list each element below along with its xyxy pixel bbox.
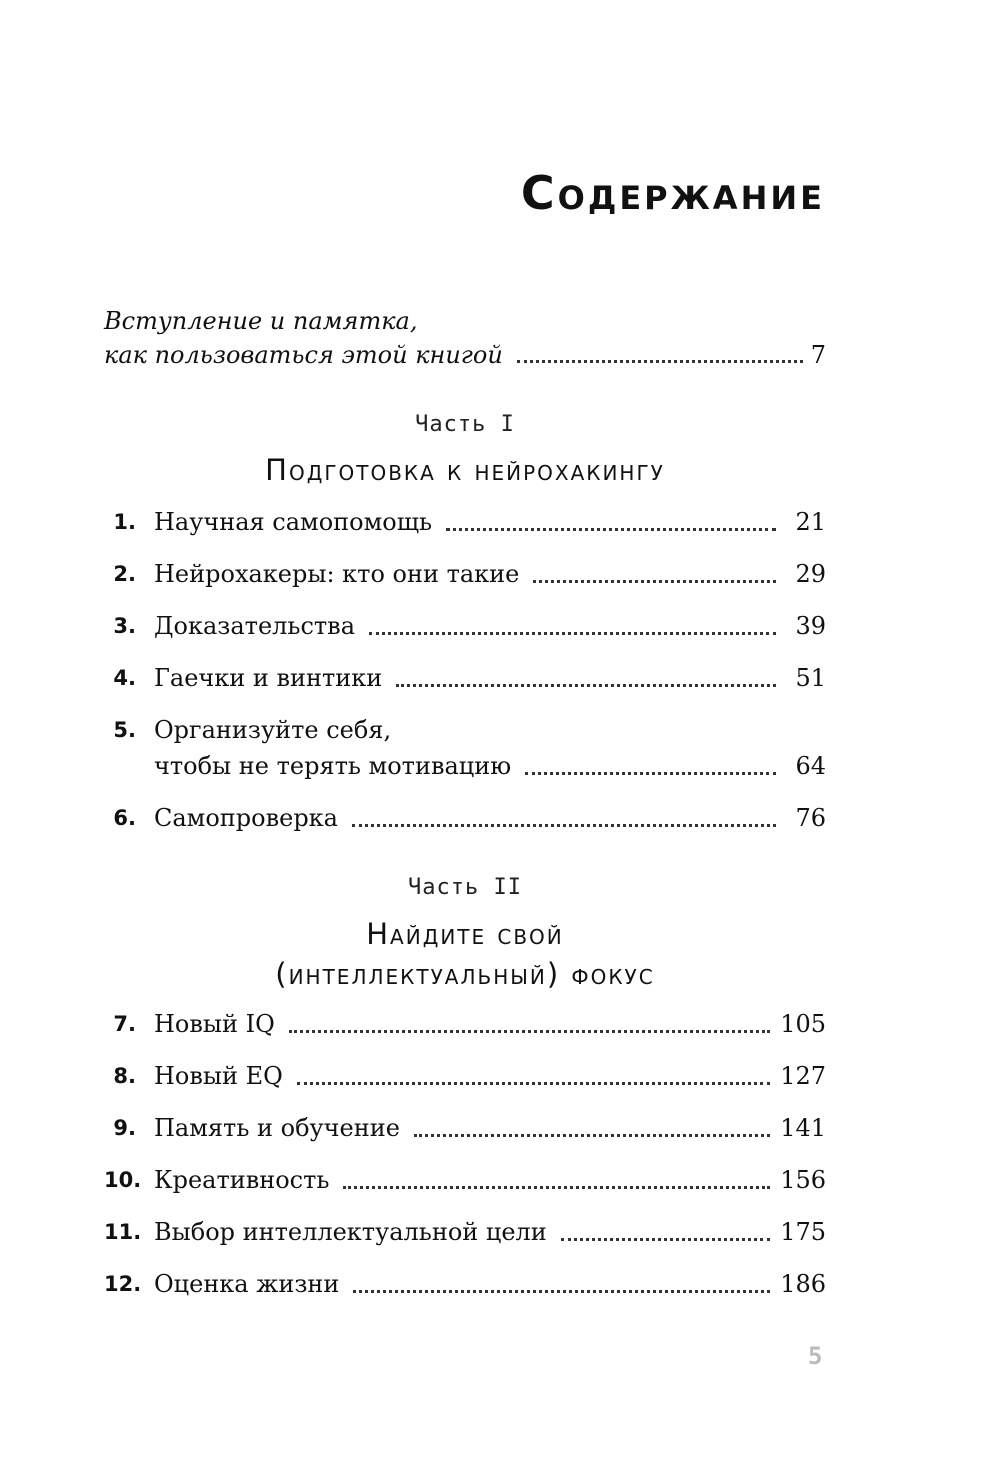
chapter-title: Выбор интеллектуальной цели <box>154 1218 547 1246</box>
chapter-title: Оценка жизни <box>154 1270 340 1298</box>
leader-dots <box>396 684 776 687</box>
part-1-title <box>104 450 826 490</box>
leader-dots <box>525 772 776 775</box>
chapter-title: Доказательства <box>154 612 355 640</box>
part-title-line: Найдите свой <box>366 917 564 951</box>
chapter-number: 9. <box>113 1116 136 1140</box>
intro-line-1: Вступление и памятка, <box>104 307 418 335</box>
page-number: 51 <box>795 664 826 692</box>
page-number: 175 <box>780 1218 826 1246</box>
page-number: 127 <box>780 1062 826 1090</box>
chapter-number: 8. <box>113 1064 136 1088</box>
part-2-title <box>104 914 826 994</box>
part-title-line: Подготовка к нейрохакингу <box>265 453 665 487</box>
chapter-number: 10. <box>104 1168 142 1192</box>
chapter-number: 1. <box>113 510 136 534</box>
leader-dots <box>297 1082 770 1085</box>
part-2-label: Часть II <box>408 875 522 900</box>
chapter-title-line-2: чтобы не терять мотивацию <box>154 752 512 780</box>
intro-line-2: как пользоваться этой книгой <box>104 341 503 369</box>
page-number: 7 <box>810 341 826 369</box>
chapter-title: Гаечки и винтики <box>154 664 383 692</box>
leader-dots <box>289 1030 770 1033</box>
chapter-title-line-1: Организуйте себя, <box>154 716 392 744</box>
chapter-number: 5. <box>113 718 136 742</box>
leader-dots <box>414 1134 770 1137</box>
leader-dots <box>517 360 803 363</box>
page-number: 156 <box>780 1166 826 1194</box>
chapter-title: Новый EQ <box>154 1062 283 1090</box>
page-number: 29 <box>795 560 826 588</box>
chapter-number: 7. <box>113 1012 136 1036</box>
chapter-number: 12. <box>104 1272 142 1296</box>
chapter-number: 2. <box>113 562 136 586</box>
chapter-title: Нейрохакеры: кто они такие <box>154 560 520 588</box>
chapter-number: 4. <box>113 666 136 690</box>
page-number: 186 <box>780 1270 826 1298</box>
page-number: 141 <box>780 1114 826 1142</box>
leader-dots <box>343 1186 770 1189</box>
page-number: 105 <box>780 1010 826 1038</box>
page-number: 21 <box>795 508 826 536</box>
part-1-label: Часть I <box>415 412 515 437</box>
intro-entry[interactable] <box>104 304 826 372</box>
folio-page-number: 5 <box>808 1342 823 1370</box>
chapter-number: 11. <box>104 1220 142 1244</box>
page-number: 64 <box>795 752 826 780</box>
chapter-title: Самопроверка <box>154 804 338 832</box>
chapter-number: 6. <box>113 806 136 830</box>
chapter-title: Креативность <box>154 1166 330 1194</box>
leader-dots <box>561 1238 770 1241</box>
part-title-line: (интеллектуальный) фокус <box>275 957 655 991</box>
leader-dots <box>353 1290 770 1293</box>
page-number: 39 <box>795 612 826 640</box>
chapter-title: Научная самопомощь <box>154 508 433 536</box>
page-title: Содержание <box>520 166 825 220</box>
leader-dots <box>533 580 776 583</box>
chapter-title: Новый IQ <box>154 1010 275 1038</box>
chapter-number: 3. <box>113 614 136 638</box>
page-number: 76 <box>795 804 826 832</box>
chapter-title: Память и обучение <box>154 1114 400 1142</box>
leader-dots <box>369 632 776 635</box>
leader-dots <box>446 528 776 531</box>
leader-dots <box>352 824 776 827</box>
